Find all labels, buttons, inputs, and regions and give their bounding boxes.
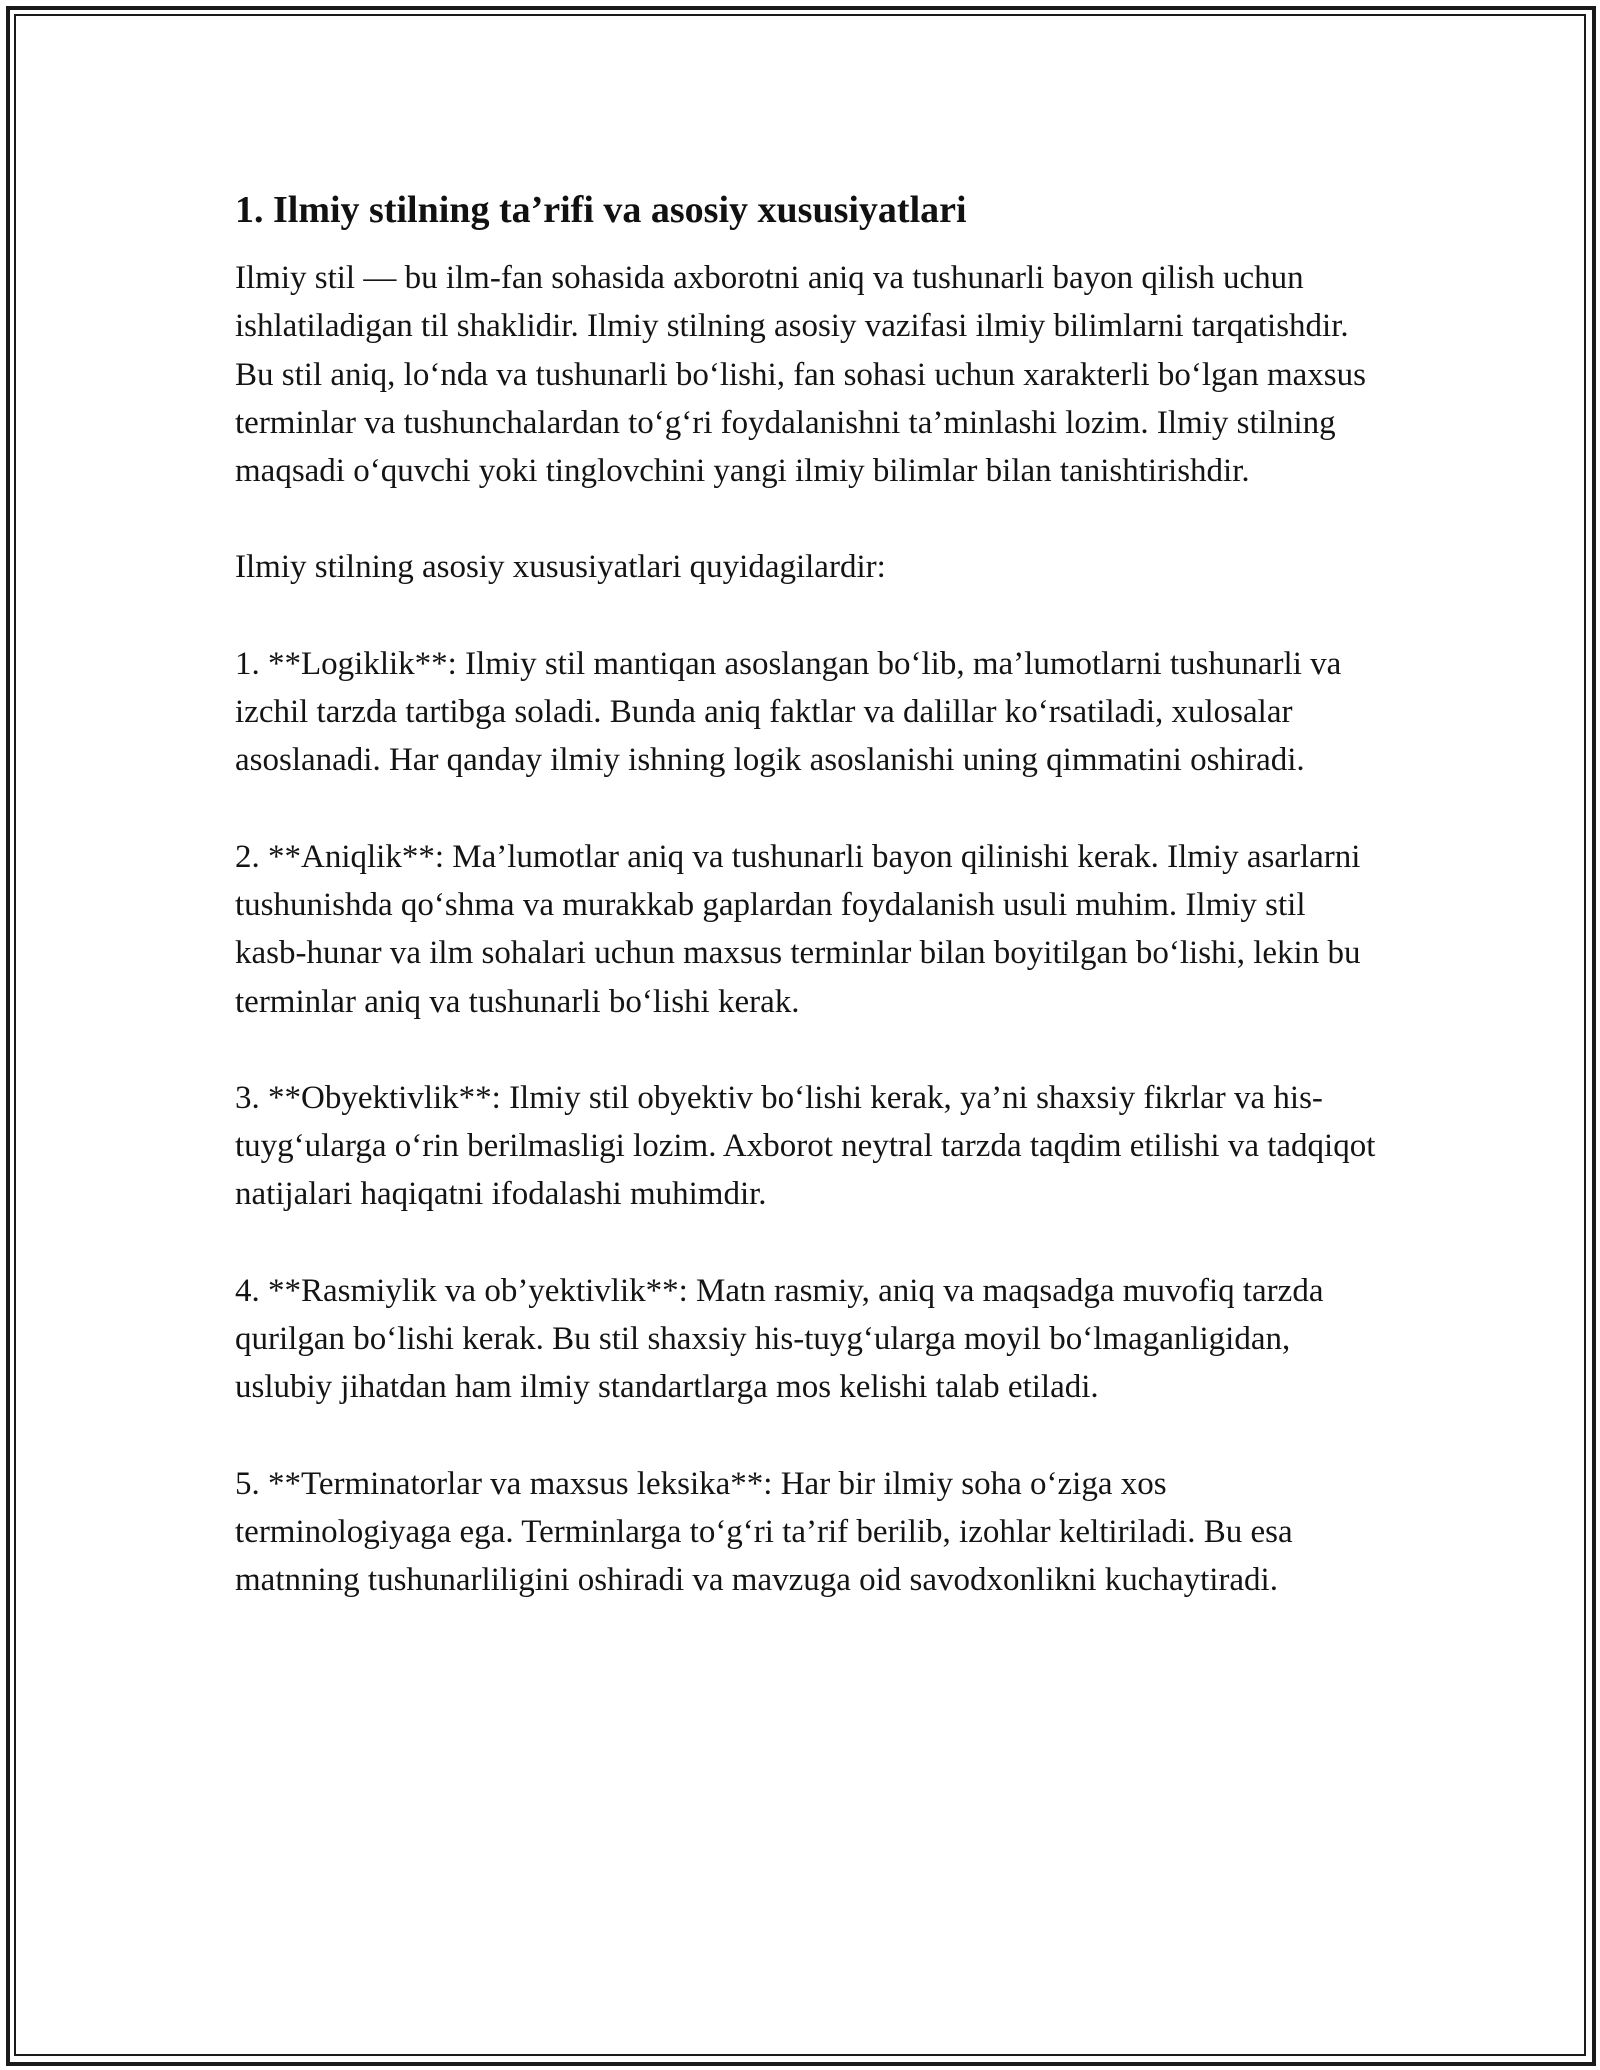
paragraph-definition: Ilmiy stil — bu ilm-fan sohasida axborotni aniq va tushunarli bayon qilish uchun ishlatiladigan til shaklidir. Ilmiy stilning asosiy vazifasi ilmiy bilimlarni tarqatishdir. Bu stil aniq, lo‘nda va tushunarli bo‘lishi, fan sohasi uchun xarakterli bo‘lgan maxsus terminlar va tushunchalardan to‘g‘ri foydalanishni ta’minlashi lozim. Ilmiy stilning maqsadi o‘quvchi yoki tinglovchini yangi ilmiy bilimlar bilan tanishtirishdir. [235,260,1366,490]
list-item-rasmiylik: 4. **Rasmiylik va ob’yektivlik**: Matn rasmiy, aniq va maqsadga muvofiq tarzda qurilgan bo‘lishi kerak. Bu stil shaxsiy his-tuyg‘ularga moyil bo‘lmaganligidan, uslubiy jihatdan ham ilmiy standartlarga mos kelishi talab etiladi. [235,1272,1324,1406]
list-item-logiklik: 1. **Logiklik**: Ilmiy stil mantiqan asoslangan bo‘lib, ma’lumotlarni tushunarli va izchil tarzda tartibga soladi. Bunda aniq faktlar va dalillar ko‘rsatiladi, xulosalar asoslanadi. Har qanday ilmiy ishning logik asoslanishi uning qimmatini oshiradi. [235,645,1342,779]
section-heading: 1. Ilmiy stilning ta’rifi va asosiy xususiyatlari [235,189,967,231]
list-item-aniqlik: 2. **Aniqlik**: Ma’lumotlar aniq va tushunarli bayon qilinishi kerak. Ilmiy asarlarni tushunishda qo‘shma va murakkab gaplardan foydalanish usuli muhim. Ilmiy stil kasb-hunar va ilm sohalari uchun maxsus terminlar bilan boyitilgan bo‘lishi, lekin bu terminlar aniq va tushunarli bo‘lishi kerak. [235,838,1361,1020]
document-body [235,186,1385,1653]
list-item-terminatorlar: 5. **Terminatorlar va maxsus leksika**: Har bir ilmiy soha o‘ziga xos terminologiyaga ega. Terminlarga to‘g‘ri ta’rif berilib, izohlar keltiriladi. Bu esa matnning tushunarliligini oshiradi va mavzuga oid savodxonlikni kuchaytiradi. [235,1465,1293,1599]
list-item-obyektivlik: 3. **Obyektivlik**: Ilmiy stil obyektiv bo‘lishi kerak, ya’ni shaxsiy fikrlar va his-tuyg‘ularga o‘rin berilmasligi lozim. Axborot neytral tarzda taqdim etilishi va tadqiqot natijalari haqiqatni ifodalashi muhimdir. [235,1079,1376,1213]
paragraph-features-intro: Ilmiy stilning asosiy xususiyatlari quyidagilardir: [235,549,886,586]
